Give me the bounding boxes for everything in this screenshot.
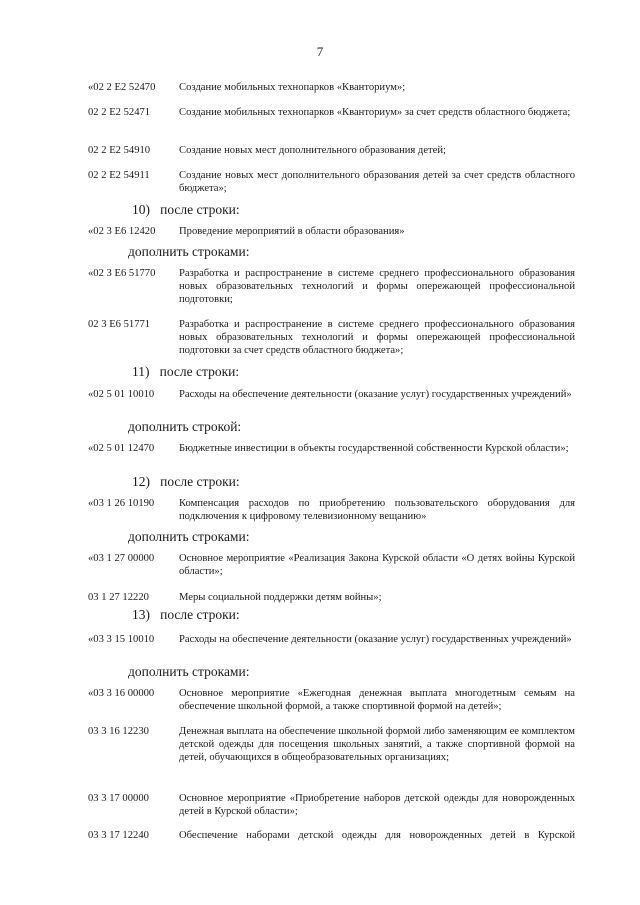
budget-description: Меры социальной поддержки детям войны»; bbox=[179, 592, 382, 603]
instruction-after-row-12: 12) после строки: bbox=[132, 474, 240, 489]
budget-code: «02 3 E6 12420 bbox=[88, 226, 156, 237]
budget-code: «03 3 15 10010 bbox=[88, 634, 155, 645]
budget-entry bbox=[88, 144, 575, 157]
budget-entry bbox=[88, 106, 575, 119]
budget-code: 03 3 17 00000 bbox=[88, 793, 149, 804]
budget-entry bbox=[88, 687, 575, 713]
instruction-add-rows: дополнить строками: bbox=[128, 244, 250, 259]
budget-description: Основное мероприятие «Ежегодная денежная выплата многодетным семьям на обеспечение школьной формой, а также спортивной формой на детей»; bbox=[179, 688, 575, 712]
budget-code: 02 3 E6 51771 bbox=[88, 319, 151, 330]
budget-description: Создание мобильных технопарков «Кванториум»; bbox=[179, 82, 406, 93]
budget-description: Основное мероприятие «Приобретение наборов детской одежды для новорожденных детей в Курской области»; bbox=[179, 793, 575, 817]
budget-entry bbox=[88, 497, 575, 523]
budget-entry bbox=[88, 267, 575, 306]
budget-code: «02 5 01 10010 bbox=[88, 389, 155, 400]
budget-code: «02 3 E6 51770 bbox=[88, 268, 156, 279]
budget-entry bbox=[88, 591, 575, 604]
instruction-after-row-13: 13) после строки: bbox=[132, 607, 240, 622]
budget-description: Разработка и распространение в системе среднего профессионального образования новых образовательных технологий и формы опережающей профессиональной подготовки за счет средств областного бюджета»; bbox=[179, 319, 575, 356]
budget-description: Расходы на обеспечение деятельности (оказание услуг) государственных учреждений» bbox=[179, 634, 572, 645]
instruction-after-row-10: 10) после строки: bbox=[132, 202, 240, 217]
budget-entry bbox=[88, 225, 575, 238]
budget-code: «02 5 01 12470 bbox=[88, 443, 155, 454]
budget-description: Разработка и распространение в системе среднего профессионального образования новых образовательных технологий и формы опережающей профессиональной подготовки; bbox=[179, 268, 575, 305]
instruction-add-rows: дополнить строками: bbox=[128, 664, 250, 679]
budget-entry bbox=[88, 442, 575, 455]
budget-description: Проведение мероприятий в области образования» bbox=[179, 226, 405, 237]
budget-entry bbox=[88, 829, 575, 842]
budget-code: 03 1 27 12220 bbox=[88, 592, 149, 603]
budget-entry bbox=[88, 792, 575, 818]
budget-description: Создание мобильных технопарков «Кванториум» за счет средств областного бюджета; bbox=[179, 107, 571, 118]
page-number: 7 bbox=[316, 44, 324, 59]
budget-entry bbox=[88, 633, 575, 646]
budget-description: Создание новых мест дополнительного образования детей за счет средств областного бюджета»; bbox=[179, 170, 575, 194]
instruction-add-rows: дополнить строками: bbox=[128, 529, 250, 544]
budget-code: 03 3 16 12230 bbox=[88, 726, 149, 737]
budget-entry bbox=[88, 81, 575, 94]
budget-description: Обеспечение наборами детской одежды для новорожденных детей в Курской bbox=[179, 830, 575, 841]
budget-entry bbox=[88, 552, 575, 578]
budget-description: Расходы на обеспечение деятельности (оказание услуг) государственных учреждений» bbox=[179, 389, 572, 400]
budget-code: «03 1 26 10190 bbox=[88, 498, 155, 509]
instruction-after-row-11: 11) после строки: bbox=[132, 364, 240, 379]
budget-entry bbox=[88, 318, 575, 357]
budget-entry bbox=[88, 388, 575, 401]
instruction-add-row: дополнить строкой: bbox=[128, 419, 242, 434]
budget-description: Основное мероприятие «Реализация Закона Курской области «О детях войны Курской области»; bbox=[179, 553, 575, 577]
budget-code: 02 2 E2 54910 bbox=[88, 145, 151, 156]
budget-code: 03 3 17 12240 bbox=[88, 830, 149, 841]
budget-description: Создание новых мест дополнительного образования детей; bbox=[179, 145, 446, 156]
budget-code: «03 1 27 00000 bbox=[88, 553, 155, 564]
budget-code: 02 2 E2 54911 bbox=[88, 170, 150, 181]
budget-description: Денежная выплата на обеспечение школьной формой либо заменяющим ее комплектом детской одежды для посещения школьных занятий, а также спортивной формой на детей, обучающихся в общеобразовательных организациях; bbox=[179, 726, 575, 763]
budget-entry bbox=[88, 169, 575, 195]
budget-code: 02 2 E2 52471 bbox=[88, 107, 151, 118]
budget-code: «03 3 16 00000 bbox=[88, 688, 155, 699]
budget-description: Бюджетные инвестиции в объекты государственной собственности Курской области»; bbox=[179, 443, 569, 454]
budget-entry bbox=[88, 725, 575, 764]
budget-description: Компенсация расходов по приобретению пользовательского оборудования для подключения к цифровому телевизионному вещанию» bbox=[179, 498, 575, 522]
budget-code: «02 2 E2 52470 bbox=[88, 82, 156, 93]
